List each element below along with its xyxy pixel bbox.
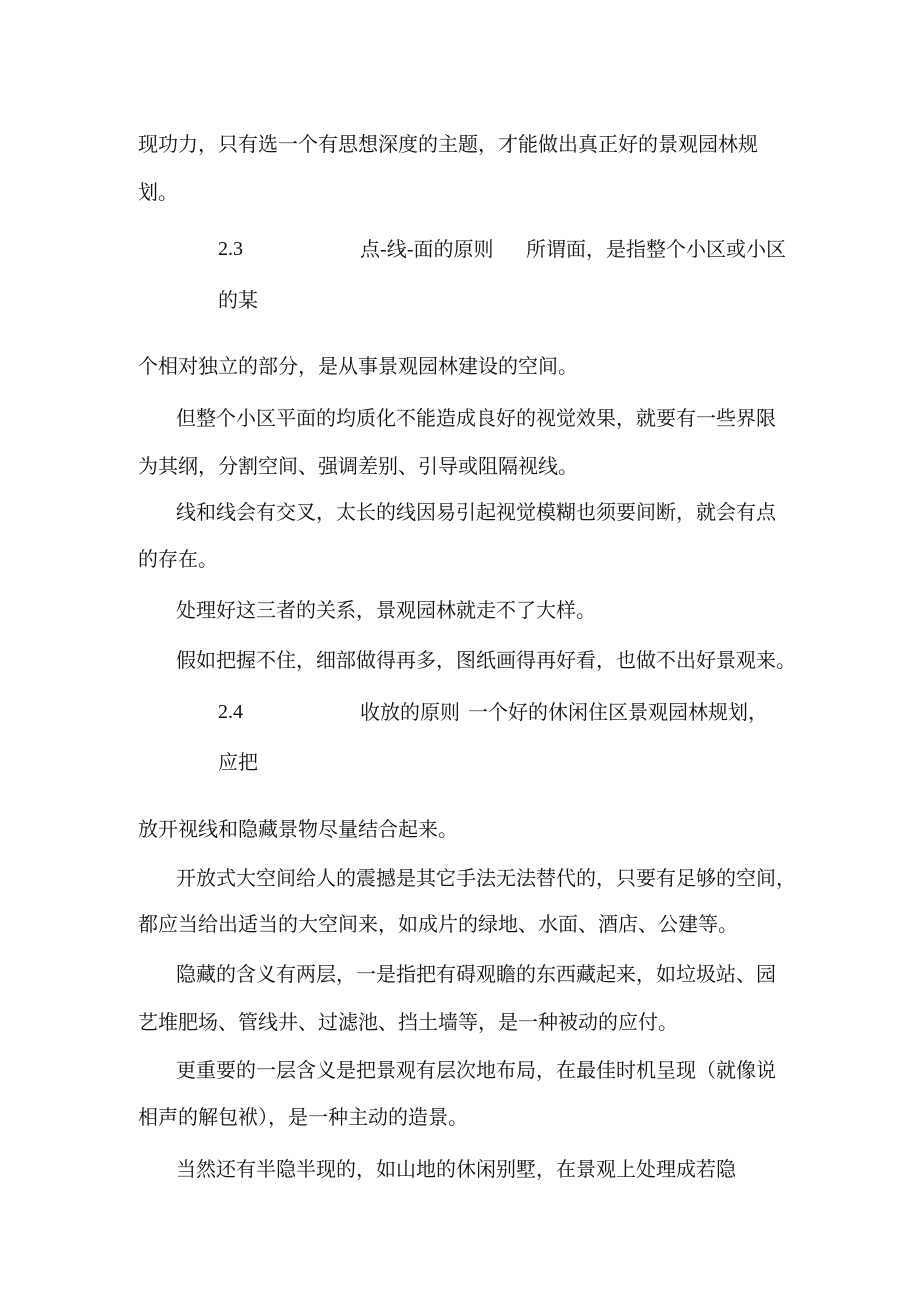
paragraph-line: 艺堆肥场、管线井、过滤池、挡土墙等，是一种被动的应付。 [138, 1010, 678, 1034]
paragraph-line: 现功力，只有选一个有思想深度的主题，才能做出真正好的景观园林规 [138, 132, 758, 156]
paragraph-line: 线和线会有交叉，太长的线因易引起视觉模糊也须要间断，就会有点 [176, 500, 776, 524]
section-continuation: 的某 [218, 288, 258, 312]
paragraph-line: 个相对独立的部分，是从事景观园林建设的空间。 [138, 354, 578, 378]
paragraph-line: 处理好这三者的关系，景观园林就走不了大样。 [176, 598, 596, 622]
paragraph-line: 当然还有半隐半现的，如山地的休闲别墅，在景观上处理成若隐 [176, 1157, 736, 1181]
paragraph-line: 更重要的一层含义是把景观有层次地布局，在最佳时机呈现（就像说 [176, 1058, 776, 1082]
paragraph-line: 为其纲，分割空间、强调差别、引导或阻隔视线。 [138, 454, 578, 478]
section-title: 收放的原则 [360, 700, 460, 724]
section-text: 所谓面，是指整个小区或小区 [526, 237, 786, 261]
paragraph-line: 放开视线和隐藏景物尽量结合起来。 [138, 817, 458, 841]
paragraph-line: 开放式大空间给人的震撼是其它手法无法替代的，只要有足够的空间， [176, 866, 796, 890]
paragraph-line: 都应当给出适当的大空间来，如成片的绿地、水面、酒店、公建等。 [138, 912, 738, 936]
section-title: 点-线-面的原则 [360, 237, 494, 261]
paragraph-line: 划。 [138, 180, 178, 204]
section-text: 一个好的休闲住区景观园林规划， [468, 700, 768, 724]
paragraph-line: 的存在。 [138, 547, 218, 571]
section-continuation: 应把 [218, 750, 258, 774]
paragraph-line: 相声的解包袱），是一种主动的造景。 [138, 1105, 468, 1129]
paragraph-line: 隐藏的含义有两层，一是指把有碍观瞻的东西藏起来，如垃圾站、园 [176, 962, 776, 986]
section-number: 2.3 [218, 238, 243, 260]
paragraph-line: 假如把握不住，细部做得再多，图纸画得再好看，也做不出好景观来。 [176, 648, 796, 672]
section-number: 2.4 [218, 701, 243, 723]
paragraph-line: 但整个小区平面的均质化不能造成良好的视觉效果，就要有一些界限 [176, 406, 776, 430]
